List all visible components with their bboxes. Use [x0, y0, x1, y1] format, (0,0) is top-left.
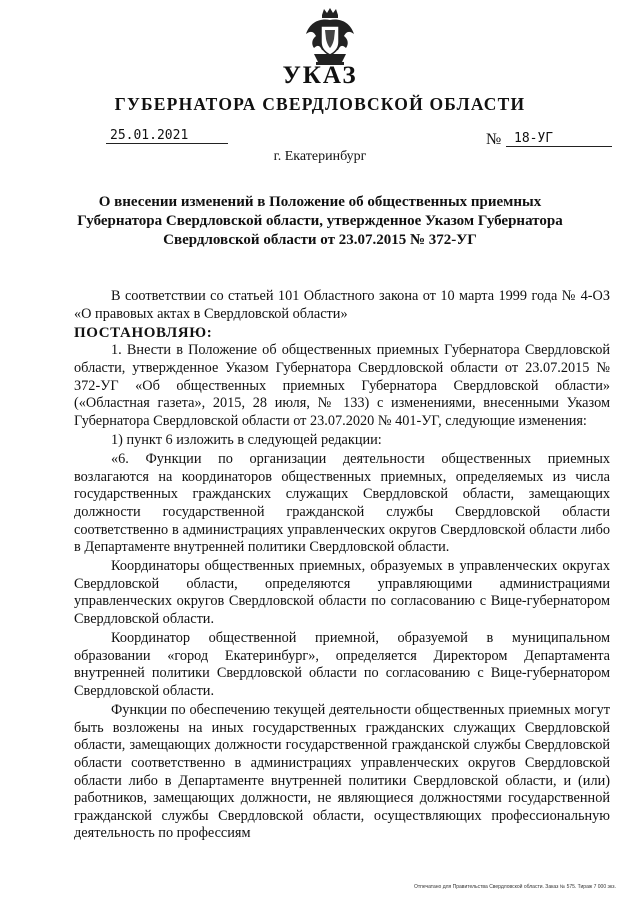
coat-of-arms-emblem: [302, 6, 358, 66]
paragraph-5: Координатор общественной приемной, образуемой в муниципальном образовании «город Екатеринбург», определяется Директором Департамента внутренней политики Свердловской области по согласованию с Вице-губернатором Свердловской области.: [74, 630, 610, 700]
city-label: г. Екатеринбург: [273, 149, 367, 164]
document-title: УКАЗ: [282, 62, 358, 89]
document-heading: [70, 193, 570, 250]
paragraph-6: Функции по обеспечению текущей деятельности общественных приемных могут быть возложены на иных государственных гражданских служащих Свердловской области, замещающих должности государственной гражданской службы Свердловской области соответственно в администрациях управленческих округов Свердловской области либо в Департаменте внутренней политики Свердловской области, и (или) работников, замещающих должности, не являющиеся должностями государственной гражданской службы Свердловской области, осуществляющих профессиональную деятельность по профессиям: [74, 702, 610, 842]
decree-word: ПОСТАНОВЛЯЮ:: [74, 324, 213, 341]
paragraph-3: «6. Функции по организации деятельности общественных приемных возлагаются на координаторов общественных приемных, определяемых из числа государственных гражданских служащих Свердловской области, замещающих должности государственной гражданской службы Свердловской области соответственно в администрациях управленческих округов Свердловской области либо в Департаменте внутренней политики Свердловской области.: [74, 451, 610, 556]
document-subtitle: ГУБЕРНАТОРА СВЕРДЛОВСКОЙ ОБЛАСТИ: [114, 94, 526, 114]
print-footer-note: Отпечатано для Правительства Свердловской области. Заказ № 575. Тираж 7 000 экз.: [414, 884, 616, 890]
heading-line-3: Свердловской области от 23.07.2015 № 372-УГ: [163, 232, 477, 248]
number-label: №: [486, 131, 502, 148]
paragraph-4: Координаторы общественных приемных, образуемых в управленческих округах Свердловской области, определяются управляющими администрациями управленческих округов Свердловской области по согласованию с Вице-губернатором Свердловской области.: [74, 558, 610, 628]
paragraph-2: 1) пункт 6 изложить в следующей редакции:: [111, 431, 382, 448]
document-number: 18-УГ: [506, 131, 612, 147]
paragraph-1: 1. Внести в Положение об общественных приемных Губернатора Свердловской области, утвержденное Указом Губернатора Свердловской области от 23.07.2015 № 372-УГ «Об общественных приемных Губернатора Свердловской области» («Областная газета», 2015, 28 июля, № 133) с изменениями, внесенными Указом Губернатора Свердловской области от 23.07.2020 № 401-УГ, следующие изменения:: [74, 342, 610, 429]
document-date: 25.01.2021: [106, 128, 228, 144]
heading-line-1: О внесении изменений в Положение об общественных приемных: [98, 194, 542, 210]
intro-paragraph: В соответствии со статьей 101 Областного закона от 10 марта 1999 года № 4-ОЗ «О правовых актах в Свердловской области»: [74, 288, 610, 322]
document-body: [74, 288, 610, 845]
heading-line-2: Губернатора Свердловской области, утвержденное Указом Губернатора: [77, 213, 563, 229]
